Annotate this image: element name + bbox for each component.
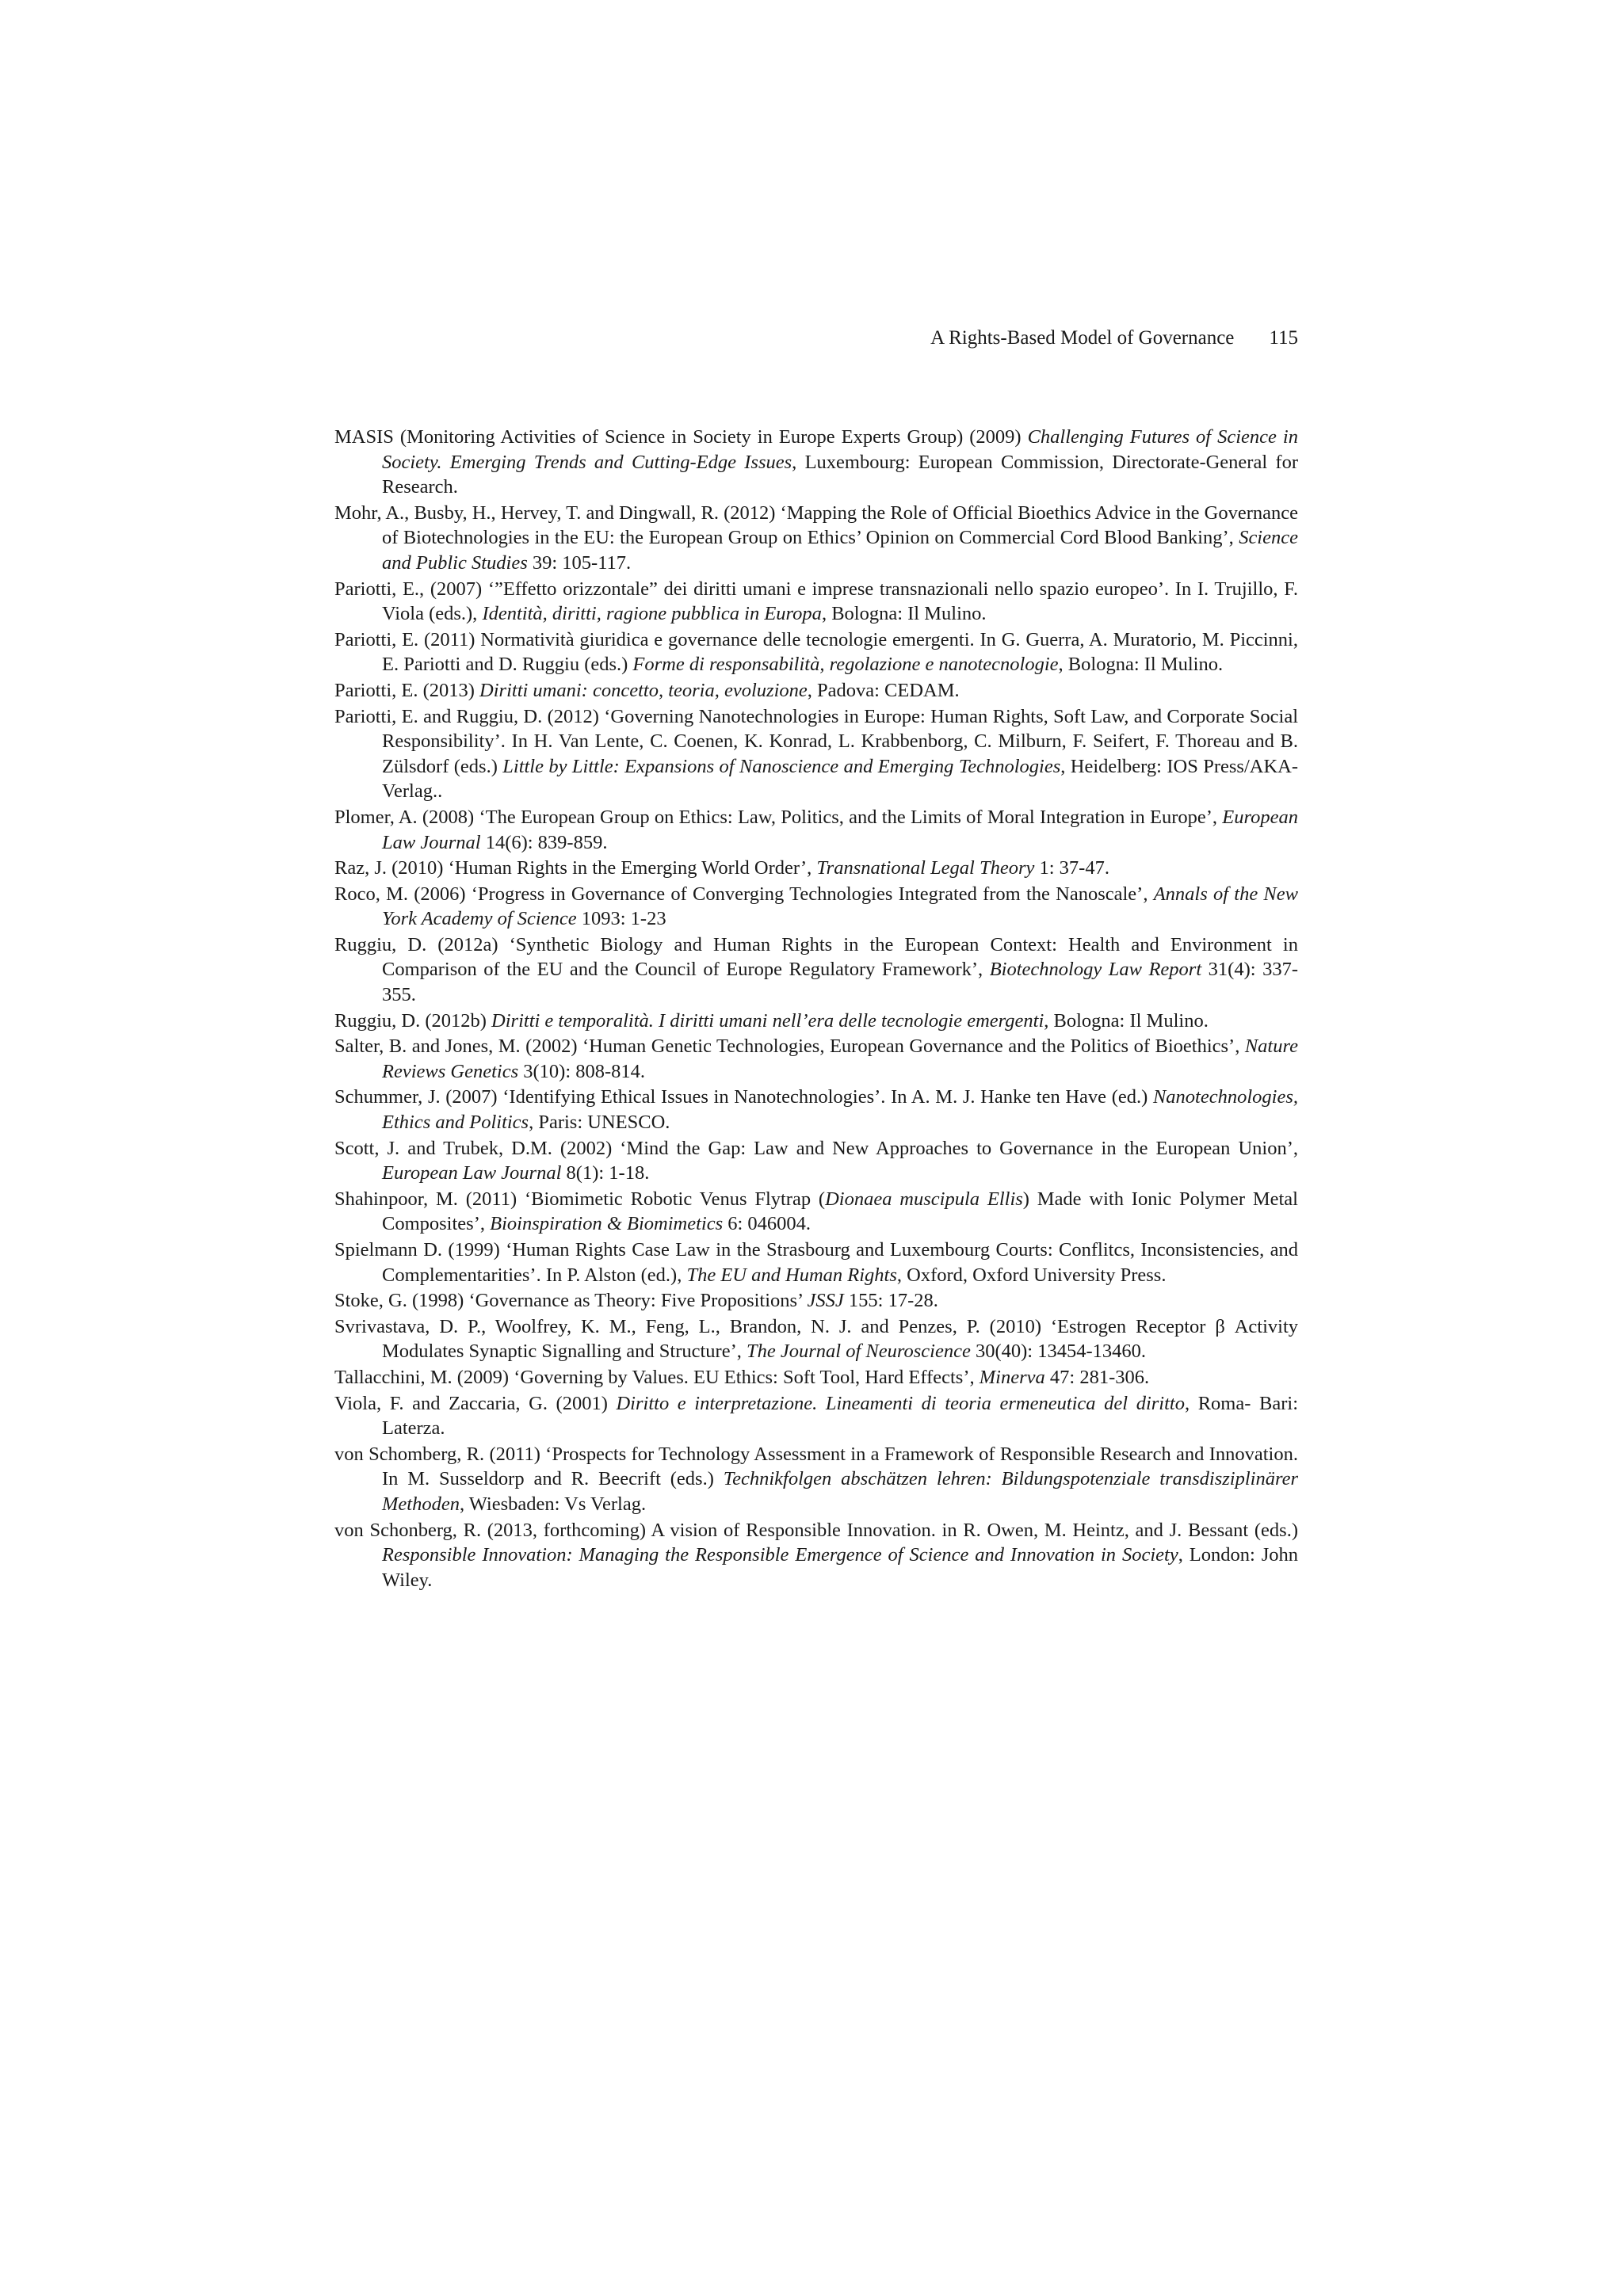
reference-entry	[334, 1085, 1298, 1135]
reference-text: Schummer, J. (2007) ‘Identifying Ethical Issues in Nanotechnologies’. In A. M. J. Hanke ten Have (ed.)	[334, 1086, 1153, 1108]
reference-entry	[334, 1136, 1298, 1186]
reference-title-italic: JSSJ	[807, 1290, 844, 1312]
reference-title-italic: Minerva	[979, 1366, 1045, 1388]
reference-title-italic: Dionaea muscipula Ellis	[825, 1188, 1023, 1210]
reference-title-italic: Nature Reviews Genetics	[382, 1035, 1298, 1082]
reference-text: 47: 281-306.	[1044, 1366, 1150, 1388]
reference-text: , Heidelberg: IOS Press/AKA-Verlag..	[382, 755, 1298, 803]
reference-text: , Bologna: Il Mulino.	[821, 603, 987, 625]
reference-text: Scott, J. and Trubek, D.M. (2002) ‘Mind the Gap: Law and New Approaches to Governance in the European Union’,	[334, 1137, 1298, 1159]
reference-text: Roco, M. (2006) ‘Progress in Governance of Converging Technologies Integrated from the Nanoscale’,	[334, 883, 1154, 905]
reference-text: Pariotti, E. (2011) Normatività giuridica e governance delle tecnologie emergenti. In G. Guerra, A. Muratorio, M. Piccinni, E. Pariotti and D. Ruggiu (eds.)	[334, 628, 1298, 676]
reference-entry	[334, 882, 1298, 932]
reference-title-italic: Biotechnology Law Report	[989, 959, 1202, 981]
reference-entry	[334, 678, 1298, 704]
reference-text: 1093: 1-23	[576, 908, 666, 930]
reference-text: 31(4): 337-355.	[382, 959, 1298, 1006]
reference-title-italic: Forme di responsabilità, regolazione e nanotecnologie	[632, 654, 1059, 676]
reference-entry	[334, 805, 1298, 855]
reference-entry	[334, 1365, 1298, 1390]
reference-title-italic: Transnational Legal Theory	[816, 857, 1035, 879]
reference-title-italic: Annals of the New York Academy of Science	[382, 883, 1298, 930]
reference-text: Pariotti, E., (2007) ‘”Effetto orizzontale” dei diritti umani e imprese transnazionali nello spazio europeo’. In I. Trujillo, F. Viola (eds.),	[334, 578, 1298, 625]
reference-text: , Oxford, Oxford University Press.	[896, 1264, 1167, 1286]
reference-title-italic: Diritti e temporalità. I diritti umani nell’era delle tecnologie emergenti	[491, 1009, 1044, 1032]
reference-title-italic: Diritti umani: concetto, teoria, evoluzione	[479, 679, 808, 701]
running-header	[334, 325, 1298, 352]
reference-text: Salter, B. and Jones, M. (2002) ‘Human Genetic Technologies, European Governance and the Politics of Bioethics’,	[334, 1035, 1245, 1058]
reference-entry	[334, 704, 1298, 804]
reference-entry	[334, 1238, 1298, 1287]
reference-text: , London: John Wiley.	[382, 1544, 1298, 1591]
reference-entry	[334, 1314, 1298, 1364]
reference-text: , Roma- Bari: Laterza.	[382, 1392, 1299, 1440]
running-title: A Rights-Based Model of Governance	[930, 327, 1235, 349]
reference-entry	[334, 933, 1298, 1008]
reference-text: Spielmann D. (1999) ‘Human Rights Case Law in the Strasbourg and Luxembourg Courts: Conflitcs, Inconsistencies, and Complementarities’. In P. Alston (ed.),	[334, 1239, 1298, 1286]
reference-text: 3(10): 808-814.	[518, 1060, 646, 1082]
reference-entry	[334, 1288, 1298, 1314]
reference-title-italic: European Law Journal	[382, 1162, 562, 1184]
reference-title-italic: Challenging Futures of Science in Society. Emerging Trends and Cutting-Edge Issues	[382, 426, 1298, 473]
reference-text: MASIS (Monitoring Activities of Science in Society in Europe Experts Group) (2009)	[334, 426, 1028, 448]
reference-title-italic: Little by Little: Expansions of Nanoscience and Emerging Technologies	[502, 755, 1061, 777]
reference-entry	[334, 577, 1298, 627]
reference-title-italic: The Journal of Neuroscience	[747, 1341, 971, 1363]
reference-text: 6: 046004.	[723, 1213, 812, 1235]
reference-entry	[334, 425, 1298, 500]
reference-text: , Wiesbaden: Vs Verlag.	[459, 1493, 647, 1515]
reference-title-italic: Responsible Innovation: Managing the Responsible Emergence of Science and Innovation in Society	[382, 1544, 1178, 1566]
reference-text: , Bologna: Il Mulino.	[1044, 1009, 1209, 1032]
reference-text: Ruggiu, D. (2012b)	[334, 1009, 492, 1032]
reference-entry	[334, 1518, 1298, 1593]
reference-entry	[334, 1034, 1298, 1084]
reference-text: Ruggiu, D. (2012a) ‘Synthetic Biology and Human Rights in the European Context: Health and Environment in Comparison of the EU and the Council of Europe Regulatory Framework’,	[334, 933, 1298, 981]
reference-title-italic: Identità, diritti, ragione pubblica in Europa	[482, 603, 822, 625]
reference-entry	[334, 1442, 1298, 1517]
reference-text: ) Made with Ionic Polymer Metal Composites’,	[382, 1188, 1298, 1235]
reference-text: von Schonberg, R. (2013, forthcoming) A vision of Responsible Innovation. in R. Owen, M. Heintz, and J. Bessant (eds.)	[334, 1519, 1298, 1541]
reference-text: von Schomberg, R. (2011) ‘Prospects for Technology Assessment in a Framework of Responsible Research and Innovation. In M. Susseldorp and R. Beecrift (eds.)	[334, 1443, 1298, 1490]
reference-list	[334, 425, 1298, 1593]
reference-title-italic: The EU and Human Rights	[686, 1264, 897, 1286]
reference-text: Svrivastava, D. P., Woolfrey, K. M., Feng, L., Brandon, N. J. and Penzes, P. (2010) ‘Estrogen Receptor β Activity Modulates Synaptic Signalling and Structure’,	[334, 1315, 1298, 1363]
reference-entry	[334, 856, 1298, 881]
reference-text: Mohr, A., Busby, H., Hervey, T. and Dingwall, R. (2012) ‘Mapping the Role of Official Bioethics Advice in the Governance of Biotechnologies in the EU: the European Group on Ethics’ Opinion on Commercial Cord Blood Banking’,	[334, 502, 1298, 549]
reference-text: , Bologna: Il Mulino.	[1058, 654, 1224, 676]
reference-entry	[334, 1009, 1298, 1034]
reference-text: 39: 105-117.	[527, 551, 632, 574]
reference-text: , Paris: UNESCO.	[529, 1112, 670, 1134]
reference-text: Pariotti, E. (2013)	[334, 679, 480, 701]
reference-text: 1: 37-47.	[1034, 857, 1109, 879]
reference-title-italic: Technikfolgen abschätzen lehren: Bildungspotenziale transdisziplinärer Methoden	[382, 1468, 1298, 1515]
reference-text: Shahinpoor, M. (2011) ‘Biomimetic Robotic Venus Flytrap (	[334, 1188, 826, 1210]
reference-text: 8(1): 1-18.	[561, 1162, 650, 1184]
reference-title-italic: Bioinspiration & Biomimetics	[490, 1213, 724, 1235]
page-number: 115	[1269, 327, 1298, 349]
reference-text: 14(6): 839-859.	[480, 831, 608, 853]
reference-text: 30(40): 13454-13460.	[970, 1341, 1146, 1363]
reference-text: , Luxembourg: European Commission, Directorate-General for Research.	[382, 451, 1298, 498]
reference-entry	[334, 1391, 1298, 1441]
reference-text: Stoke, G. (1998) ‘Governance as Theory: Five Propositions’	[334, 1290, 808, 1312]
reference-title-italic: Nanotechnologies, Ethics and Politics	[382, 1086, 1298, 1134]
reference-text: Tallacchini, M. (2009) ‘Governing by Values. EU Ethics: Soft Tool, Hard Effects’,	[334, 1366, 980, 1388]
reference-text: , Padova: CEDAM.	[807, 679, 960, 701]
reference-text: Viola, F. and Zaccaria, G. (2001)	[334, 1392, 617, 1414]
reference-entry	[334, 1187, 1298, 1237]
reference-entry	[334, 627, 1298, 677]
reference-entry	[334, 501, 1298, 576]
reference-text: Plomer, A. (2008) ‘The European Group on Ethics: Law, Politics, and the Limits of Moral Integration in Europe’,	[334, 806, 1223, 828]
reference-text: Raz, J. (2010) ‘Human Rights in the Emerging World Order’,	[334, 857, 817, 879]
reference-text: 155: 17-28.	[843, 1290, 938, 1312]
reference-title-italic: Diritto e interpretazione. Lineamenti di teoria ermeneutica del diritto	[616, 1392, 1185, 1414]
reference-title-italic: European Law Journal	[382, 806, 1298, 853]
reference-title-italic: Science and Public Studies	[382, 527, 1298, 574]
reference-text: Pariotti, E. and Ruggiu, D. (2012) ‘Governing Nanotechnologies in Europe: Human Rights, Soft Law, and Corporate Social Responsibility’. In H. Van Lente, C. Coenen, K. Konrad, L. Krabbenborg, C. Milburn, F. Seifert, F. Thoreau and B. Zülsdorf (eds.)	[334, 705, 1298, 777]
